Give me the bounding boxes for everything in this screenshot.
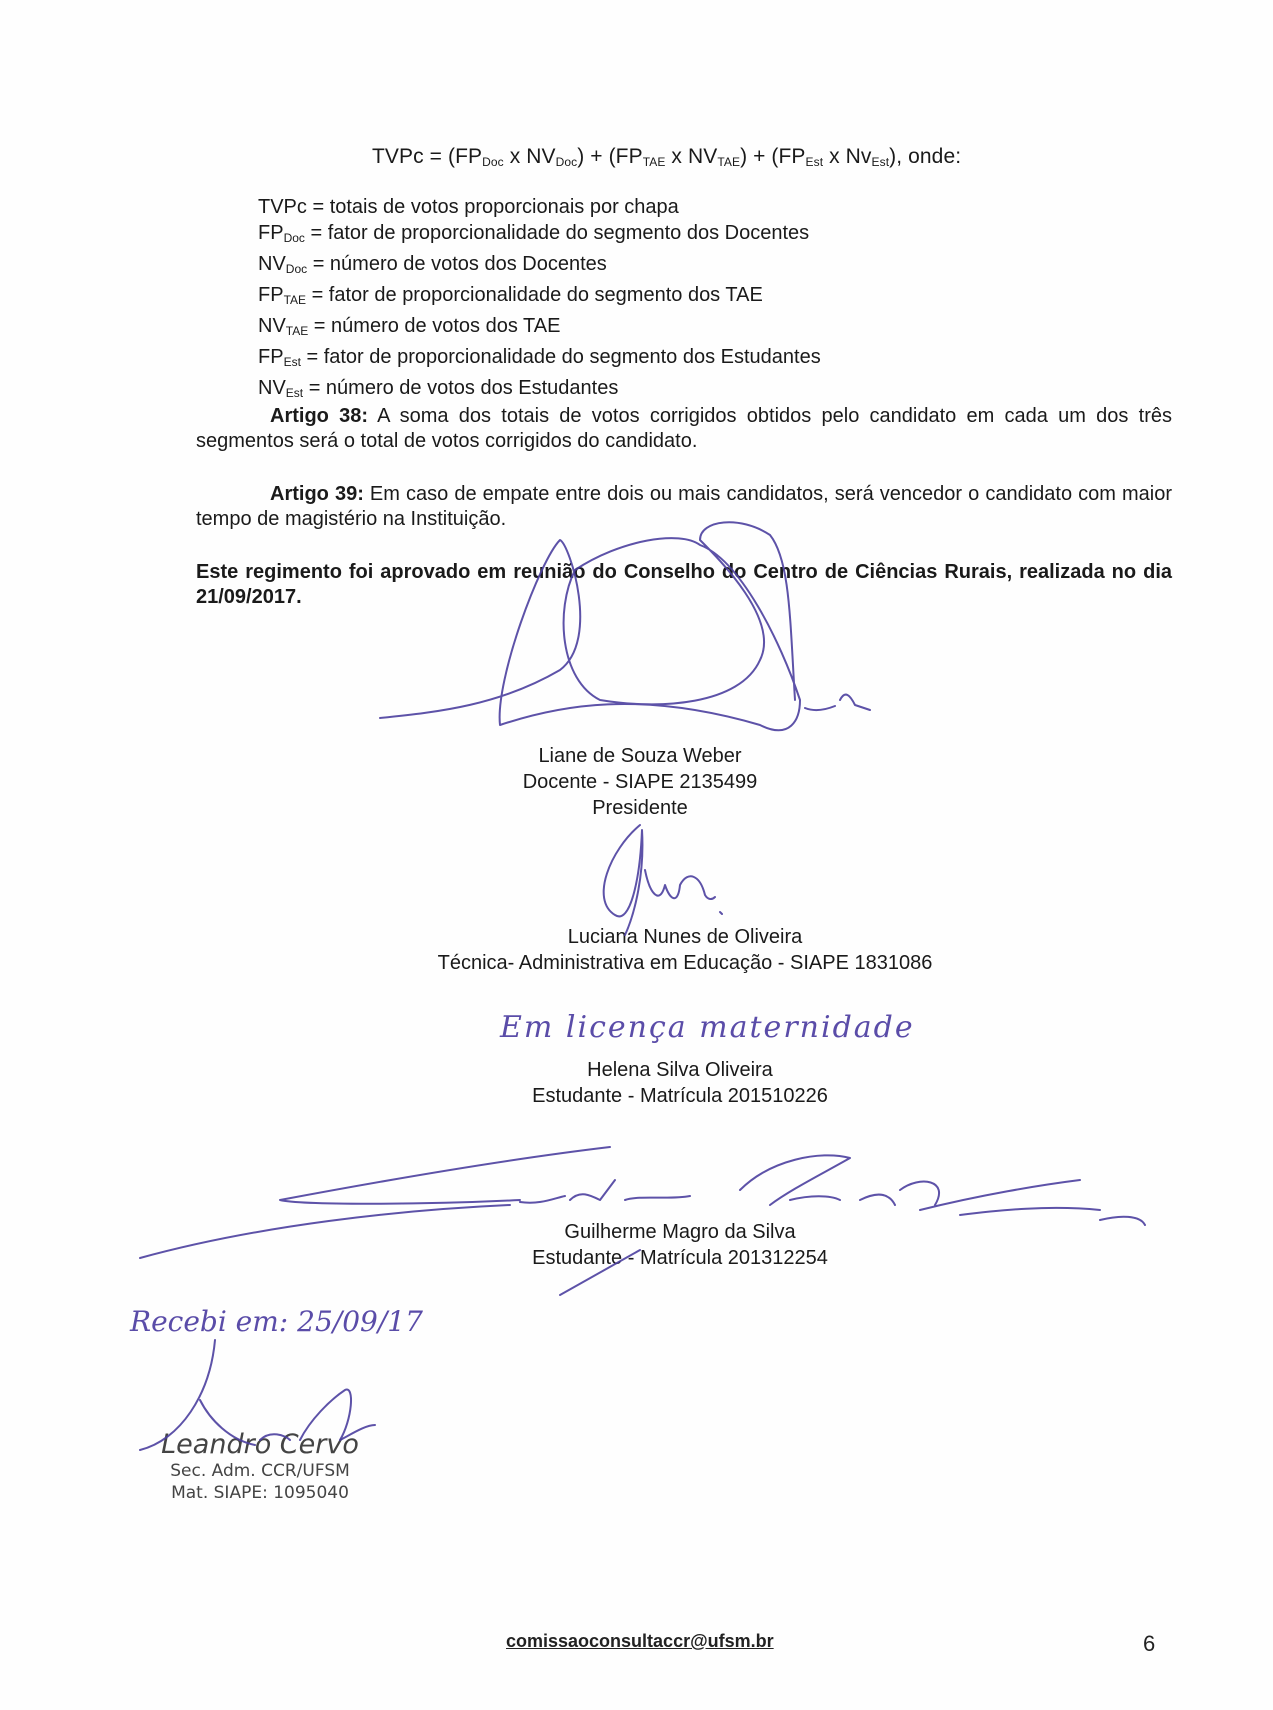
- definition-text: = número de votos dos TAE: [308, 315, 561, 337]
- signature-luciana-icon: [604, 825, 722, 935]
- formula-subscript: Doc: [482, 155, 504, 169]
- definition-item: [258, 313, 821, 344]
- signatory-name: Guilherme Magro da Silva: [564, 1221, 796, 1243]
- formula-term: x NV: [503, 145, 556, 168]
- formula-lhs: TVPc =: [372, 145, 448, 168]
- signatory-block-student-1: [480, 1057, 880, 1109]
- article-text: A soma dos totais de votos corrigidos obtidos pelo candidato em cada um dos três segmentos será o total de votos corrigidos do candidato.: [196, 405, 1173, 452]
- formula-term: x NV: [665, 145, 718, 168]
- article-38: [196, 404, 1172, 454]
- formula-subscript: TAE: [642, 155, 666, 169]
- footer-email-link[interactable]: comissaoconsultaccr@ufsm.br: [506, 1631, 774, 1651]
- definition-subscript: Est: [285, 386, 304, 400]
- formula-term: (FP: [771, 145, 806, 168]
- definition-text: = fator de proporcionalidade do segmento dos TAE: [306, 284, 763, 306]
- formula-term: (FP: [447, 145, 483, 168]
- signatory-role: Técnica- Administrativa em Educação - SIAPE 1831086: [437, 952, 933, 974]
- signature-liane-icon: [380, 522, 870, 730]
- signatory-block-tae: [395, 924, 975, 976]
- signatory-block-president: [490, 743, 790, 821]
- definitions-list: [258, 194, 821, 406]
- received-note: Recebi em: 25/09/17: [130, 1305, 423, 1338]
- definition-item: [258, 282, 821, 313]
- definition-subscript: Doc: [285, 262, 308, 276]
- approval-statement: Este regimento foi aprovado em reunião do Conselho do Centro de Ciências Rurais, realizada no dia 21/09/2017.: [196, 561, 1172, 608]
- definition-symbol: FP: [258, 284, 284, 306]
- stamp-name: Leandro Cervo: [161, 1429, 359, 1460]
- formula-term: ): [577, 145, 585, 168]
- definition-item: [258, 375, 821, 406]
- signatory-role: Docente - SIAPE 2135499: [522, 771, 758, 793]
- signatory-role: Estudante - Matrícula 201312254: [532, 1247, 828, 1269]
- definition-item: [258, 344, 821, 375]
- formula-subscript: TAE: [717, 155, 741, 169]
- formula-term: ): [740, 145, 748, 168]
- signatory-name: Liane de Souza Weber: [538, 745, 742, 767]
- definition-subscript: Doc: [283, 231, 305, 245]
- definition-item: [258, 220, 821, 251]
- handwritten-note: Em licença maternidade: [500, 1010, 915, 1045]
- tvpc-formula: [372, 145, 961, 169]
- definition-symbol: TVPc: [258, 196, 307, 218]
- page-number: 6: [1143, 1631, 1156, 1656]
- formula-subscript: Est: [871, 155, 890, 169]
- formula-operator: +: [747, 145, 772, 168]
- definition-symbol: NV: [258, 315, 286, 337]
- stamp-office: Sec. Adm. CCR/UFSM: [170, 1461, 350, 1481]
- article-label: Artigo 38:: [270, 405, 369, 427]
- definition-item: [258, 194, 821, 220]
- secretary-stamp: [140, 1430, 380, 1504]
- article-text: Em caso de empate entre dois ou mais candidatos, será vencedor o candidato com maior tempo de magistério na Instituição.: [196, 483, 1172, 530]
- definition-symbol: FP: [258, 346, 284, 368]
- formula-term: x Nv: [823, 145, 872, 168]
- definition-subscript: TAE: [283, 293, 307, 307]
- definition-text: = fator de proporcionalidade do segmento dos Estudantes: [300, 346, 821, 368]
- definition-text: = totais de votos proporcionais por chapa: [306, 196, 679, 218]
- formula-subscript: Est: [805, 155, 824, 169]
- signatory-name: Helena Silva Oliveira: [587, 1059, 773, 1081]
- formula-operator: +: [584, 145, 609, 168]
- definition-item: [258, 251, 821, 282]
- article-label: Artigo 39:: [270, 483, 364, 505]
- definition-text: = número de votos dos Estudantes: [303, 377, 619, 399]
- signatory-title: Presidente: [592, 797, 688, 819]
- formula-term: (FP: [608, 145, 643, 168]
- definition-symbol: FP: [258, 222, 284, 244]
- signatory-role: Estudante - Matrícula 201510226: [532, 1085, 828, 1107]
- article-39: [196, 482, 1172, 532]
- signatory-name: Luciana Nunes de Oliveira: [567, 926, 803, 948]
- stamp-siape: Mat. SIAPE: 1095040: [171, 1483, 349, 1503]
- definition-symbol: NV: [258, 377, 286, 399]
- definition-text: = número de votos dos Docentes: [307, 253, 607, 275]
- definition-subscript: Est: [283, 355, 301, 369]
- definition-symbol: NV: [258, 253, 286, 275]
- formula-term: ), onde:: [889, 145, 962, 168]
- definition-text: = fator de proporcionalidade do segmento dos Docentes: [304, 222, 810, 244]
- definition-subscript: TAE: [285, 324, 309, 338]
- formula-subscript: Doc: [555, 155, 578, 169]
- signatory-block-student-2: [480, 1219, 880, 1271]
